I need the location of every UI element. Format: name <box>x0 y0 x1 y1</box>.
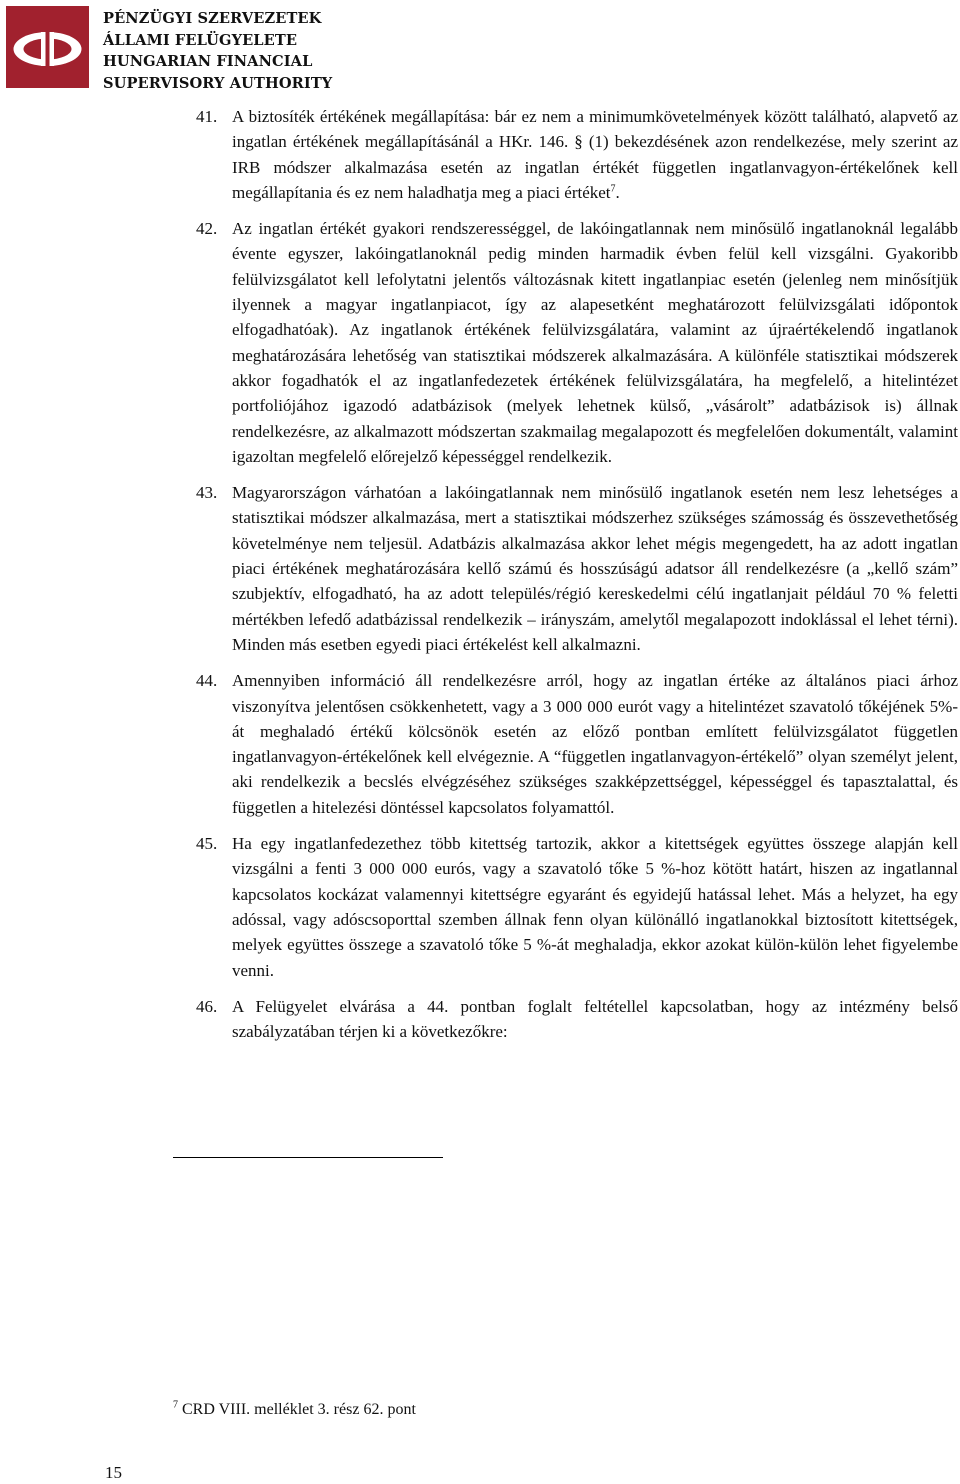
paragraph-number: 46. <box>196 996 218 1016</box>
paragraph-41 <box>196 104 958 205</box>
paragraph-number: 45. <box>196 834 218 854</box>
paragraph-43 <box>196 480 958 657</box>
footnote-mark: 7 <box>173 1399 178 1411</box>
paragraph-number: 42. <box>196 219 218 239</box>
paragraph-text: A Felügyelet elvárása a 44. pontban foglalt feltétellel kapcsolatban, hogy az intézmény belső szabályzatában térjen ki a következőkre: <box>232 996 958 1042</box>
paragraph-number: 44. <box>196 671 218 691</box>
paragraph-text: Magyarországon várhatóan a lakóingatlannak nem minősülő ingatlanok esetén nem lesz lehetséges a statisztikai módszer alkalmazása, mert a statisztikai módszerhez szükséges számosság és összevethetőség követelménye nem teljesül. Adatbázis alkalmazása akkor lehet mégis megengedett, ha az adott ingatlan piaci értékének meghatározására kellő számú és hosszúságú adatsor áll rendelkezésre (a „kellő szám” szubjektív, elfogadható, ha az adott település/régió kereskedelmi célú ingatlanjait például 70 % feletti mértékben lefedő adatbázissal rendelkezik – irányszám, amelytől megalapozott indoklással el lehet térni). Minden más esetben egyedi piaci értékelést kell alkalmazni. <box>232 483 958 654</box>
logo <box>6 6 89 88</box>
numbered-paragraphs <box>196 104 958 1055</box>
paragraph-46 <box>196 994 958 1045</box>
org-name <box>103 8 332 94</box>
org-line-4: SUPERVISORY AUTHORITY <box>103 74 333 92</box>
paragraph-45 <box>196 831 958 983</box>
footnote-divider <box>173 1157 443 1158</box>
org-line-2: ÁLLAMI FELÜGYELETE <box>103 31 298 49</box>
paragraph-text: A biztosíték értékének megállapítása: bár ez nem a minimumkövetelmények között található, alapvető az ingatlan értékének megállapításánál a HKr. 146. § (1) bekezdésének azon rendelkezése, mely szerint az IRB módszer alkalmazása esetén az ingatlan értékét független ingatlanvagyon-értékelőnek kell megállapítania és ez nem haladhatja meg a piaci értéket <box>232 107 958 202</box>
paragraph-text: Ha egy ingatlanfedezethez több kitettség tartozik, akkor a kitettségek együttes összege alapján kell vizsgálni a fenti 3 000 000 eurós, vagy a szavatoló tőke 5 %-hoz kötött határt, hiszen az ingatlannal kapcsolatos kockázat valamennyi kitettségre egyaránt és egyidejű hatással lehet. Más a helyzet, ha egy adóssal, vagy adóscsoporttal szemben állnak fenn olyan különálló ingatlanokkal biztosított kitettségek, melyek együttes összege a szavatoló tőke 5 %-át meghaladja, ekkor azokat külön-külön lehet figyelembe venni. <box>232 834 958 980</box>
footnote-text: CRD VIII. melléklet 3. rész 62. pont <box>182 1401 416 1418</box>
paragraph-text: Az ingatlan értékét gyakori rendszerességgel, de lakóingatlannak nem minősülő ingatlanoknál legalább évente egyszer, lakóingatlanoknál pedig minden harmadik évben felül kell vizsgálni. Gyakoribb felülvizsgálatot kell lefolytatni jelentős változásnak kitett ingatlanpiac esetén (jelenleg nem minősítjük ilyennek a magyar ingatlanpiacot, így az alapesetként meghatározott felülvizsgálati időpontok elfogadhatóak). Az ingatlanok értékének felülvizsgálatára, valamint az újraértékelendő ingatlanok meghatározására lehetőség van statisztikai módszerek alkalmazására. A különféle statisztikai módszerek akkor fogadhatók el az ingatlanfedezetek értékének felülvizsgálatára, ha megfelelő, a hitelintézet portfoliójához igazodó adatbázisok (melyek lehetnek külső, „vásárolt” adatbázisok is) állnak rendelkezésre, az alkalmazott módszertan szakmailag megalapozott és megfelelően dokumentált, valamint igazoltan megfelelő előrejelző képességgel rendelkezik. <box>232 219 958 466</box>
paragraph-text: Amennyiben információ áll rendelkezésre arról, hogy az ingatlan értéke az általános piaci árhoz viszonyítva jelentősen csökkenhetett, vagy a 3 000 000 eurót vagy a hitelintézet szavatoló tőkéjének 5%-át meghaladó értékű kölcsönök esetén az előző pontban említett felülvizsgálatot független ingatlanvagyon-értékelőnek kell elvégeznie. A “független ingatlanvagyon-értékelő” olyan személyt jelent, aki rendelkezik a becslés elvégzéséhez szükséges szakképzettséggel, képességgel és tapasztalattal, és független a hitelezési döntéssel kapcsolatos folyamattól. <box>232 671 958 817</box>
org-line-3: HUNGARIAN FINANCIAL <box>103 53 313 70</box>
footnote <box>173 1400 416 1420</box>
paragraph-number: 41. <box>196 107 218 126</box>
paragraph-44 <box>196 668 958 820</box>
page-number: 15 <box>105 1463 122 1482</box>
paragraph-number: 43. <box>196 483 218 503</box>
footnote-ref: 7 <box>610 183 616 195</box>
paragraph-42 <box>196 216 958 469</box>
mnb-psza-seal-icon <box>6 6 89 88</box>
org-line-1: PÉNZÜGYI SZERVEZETEK <box>103 10 322 27</box>
paragraph-tail: . <box>615 182 620 202</box>
